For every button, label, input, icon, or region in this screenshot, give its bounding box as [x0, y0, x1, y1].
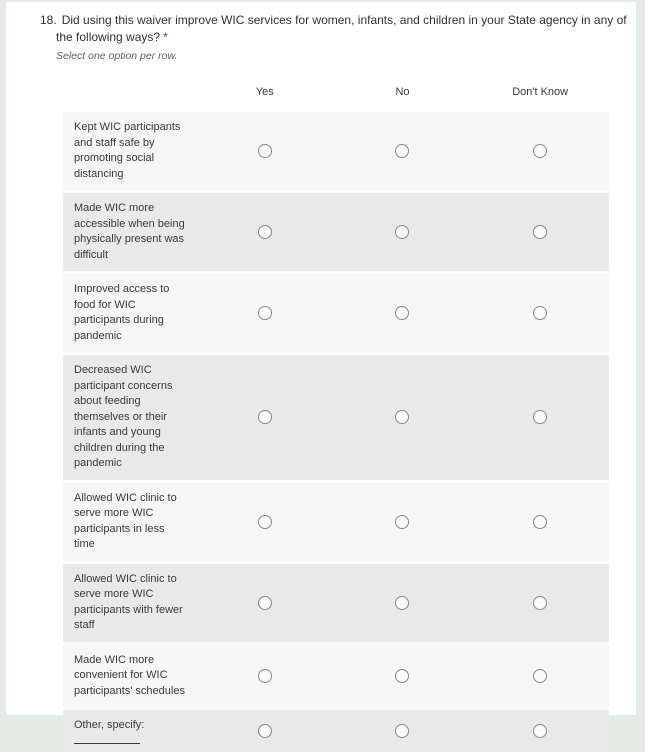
- radio-cell: [334, 306, 472, 320]
- table-row: [63, 112, 609, 190]
- table-row: [63, 564, 609, 642]
- radio-cell: [196, 306, 334, 320]
- table-row: [63, 193, 609, 271]
- radio-cell: [196, 596, 334, 610]
- radio-row7-don-t-know[interactable]: [533, 724, 547, 738]
- table-row: [63, 355, 609, 480]
- radio-row3-no[interactable]: [395, 410, 409, 424]
- row-label: [63, 193, 196, 271]
- row-label: [63, 645, 196, 708]
- row-label: [63, 483, 196, 561]
- row-label: [63, 274, 196, 352]
- required-marker: *: [163, 29, 168, 44]
- radio-row3-yes[interactable]: [258, 410, 272, 424]
- radio-row2-don-t-know[interactable]: [533, 306, 547, 320]
- radio-cell: [196, 144, 334, 158]
- row-label-text: Made WIC more accessible when being physically present was difficult: [74, 202, 185, 261]
- radio-cell: [196, 724, 334, 738]
- row-label: [63, 710, 196, 752]
- radio-row6-yes[interactable]: [258, 669, 272, 683]
- row-label-text: Allowed WIC clinic to serve more WIC participants in less time: [74, 491, 177, 550]
- radio-row5-don-t-know[interactable]: [533, 596, 547, 610]
- radio-row2-yes[interactable]: [258, 306, 272, 320]
- radio-row2-no[interactable]: [395, 306, 409, 320]
- radio-cell: [471, 515, 609, 529]
- radio-cell: [334, 225, 472, 239]
- radio-cell: [334, 144, 472, 158]
- radio-cell: [334, 596, 472, 610]
- table-row: [63, 710, 609, 752]
- row-label: [63, 112, 196, 190]
- row-label-spacer: [63, 86, 196, 98]
- radio-row0-yes[interactable]: [258, 144, 272, 158]
- form-card: [6, 2, 636, 732]
- radio-row6-don-t-know[interactable]: [533, 669, 547, 683]
- radio-row4-don-t-know[interactable]: [533, 515, 547, 529]
- radio-row7-yes[interactable]: [258, 724, 272, 738]
- other-specify-blank[interactable]: [74, 737, 140, 744]
- radio-cell: [471, 144, 609, 158]
- radio-cell: [334, 669, 472, 683]
- table-row: [63, 645, 609, 708]
- radio-row5-yes[interactable]: [258, 596, 272, 610]
- radio-cell: [334, 410, 472, 424]
- row-label-text: Kept WIC participants and staff safe by promoting social distancing: [74, 121, 181, 180]
- radio-row3-don-t-know[interactable]: [533, 410, 547, 424]
- radio-cell: [471, 724, 609, 738]
- radio-cell: [471, 225, 609, 239]
- radio-row7-no[interactable]: [395, 724, 409, 738]
- radio-row0-no[interactable]: [395, 144, 409, 158]
- radio-cell: [334, 724, 472, 738]
- radio-row1-yes[interactable]: [258, 225, 272, 239]
- row-label-text: Improved access to food for WIC participants during pandemic: [74, 283, 170, 342]
- radio-cell: [196, 225, 334, 239]
- radio-cell: [471, 410, 609, 424]
- question-text: Did using this waiver improve WIC services for women, infants, and children in your State agency in any of the following ways?: [56, 13, 627, 44]
- radio-row4-yes[interactable]: [258, 515, 272, 529]
- row-label: [63, 564, 196, 642]
- column-header-no: No: [395, 86, 410, 98]
- radio-row4-no[interactable]: [395, 515, 409, 529]
- column-header-dont-know: Don't Know: [512, 86, 569, 98]
- row-label-text: Made WIC more convenient for WIC participants' schedules: [74, 653, 185, 697]
- row-label: [63, 355, 196, 480]
- radio-cell: [471, 669, 609, 683]
- radio-cell: [196, 410, 334, 424]
- question-block: [40, 12, 634, 45]
- row-label-text: Allowed WIC clinic to serve more WIC participants with fewer staff: [74, 572, 183, 631]
- radio-cell: [471, 306, 609, 320]
- radio-row6-no[interactable]: [395, 669, 409, 683]
- table-header: [63, 86, 609, 98]
- radio-cell: [196, 669, 334, 683]
- row-label-text: Decreased WIC participant concerns about feeding themselves or their infants and young children during the pandemic: [74, 364, 173, 469]
- table-row: [63, 274, 609, 352]
- row-label-text: Other, specify:: [74, 719, 145, 732]
- table-row: [63, 483, 609, 561]
- radio-row1-don-t-know[interactable]: [533, 225, 547, 239]
- radio-cell: [196, 515, 334, 529]
- radio-cell: [334, 515, 472, 529]
- response-table: [63, 112, 609, 752]
- question-number: 18.: [40, 13, 57, 27]
- radio-row0-don-t-know[interactable]: [533, 144, 547, 158]
- radio-cell: [471, 596, 609, 610]
- radio-row1-no[interactable]: [395, 225, 409, 239]
- question-instruction: Select one option per row.: [56, 50, 178, 62]
- column-header-yes: Yes: [255, 86, 274, 98]
- radio-row5-no[interactable]: [395, 596, 409, 610]
